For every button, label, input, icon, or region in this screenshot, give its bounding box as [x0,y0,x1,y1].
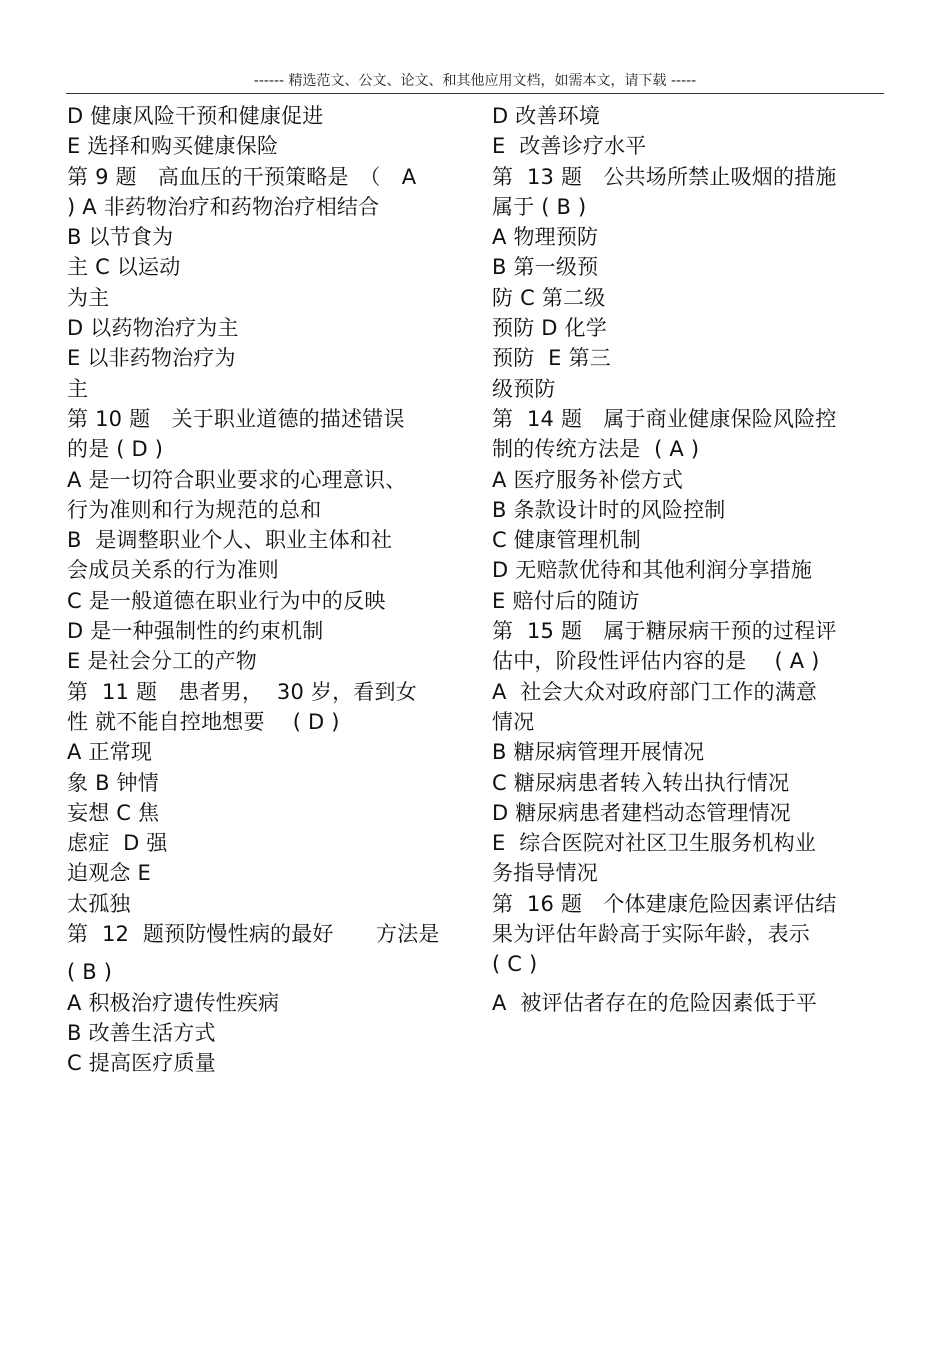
question-13-title: 第 13 题 公共场所禁止吸烟的措施 [492,164,837,189]
text-line: B 以节食为 [67,225,174,250]
text-line: 迫观念 E [67,861,151,886]
text-line: A 医疗服务补偿方式 [492,467,684,492]
left-column [67,101,459,1079]
question-15-title: 第 15 题 属于糖尿病干预的过程评 [492,619,837,644]
text-line: 为主 [67,285,110,310]
text-line: D 以药物治疗为主 [67,316,239,341]
right-column [492,101,872,1018]
page-header-banner: ------ 精选范文、公文、论文、和其他应用文档，如需本文，请下载 ----- [253,73,697,89]
text-line: B 糖尿病管理开展情况 [492,740,705,765]
text-line: E 改善诊疗水平 [492,134,647,159]
text-line: E 综合医院对社区卫生服务机构业 [492,831,817,856]
text-line: E 选择和购买健康保险 [67,134,279,159]
text-line: 情况 [492,709,535,734]
text-line: C 是一般道德在职业行为中的反映 [67,588,386,613]
text-line: A 物理预防 [492,225,599,250]
question-14-title: 第 14 题 属于商业健康保险风险控 [492,406,837,431]
text-line: 预防 D 化学 [492,316,607,341]
text-line: E 以非药物治疗为 [67,346,236,371]
text-line: B 第一级预 [492,255,599,280]
text-line: 属于 ( B ) [492,194,587,219]
question-12-title: 第 12 题预防慢性病的最好 方法是 [67,922,440,947]
text-line: D 糖尿病患者建档动态管理情况 [492,800,791,825]
text-line: 果为评估年龄高于实际年龄，表示 [492,922,810,947]
question-10-title: 第 10 题 关于职业道德的描述错误 [67,406,405,431]
text-line: B 改善生活方式 [67,1020,216,1045]
text-line: C 提高医疗质量 [67,1051,216,1076]
text-line: 务指导情况 [492,861,598,886]
text-line: ( C ) [492,952,538,977]
text-line: E 赔付后的随访 [492,588,640,613]
question-9-title: 第 9 题 高血压的干预策略是 （ A [67,164,417,189]
question-11-title: 第 11 题 患者男， 30 岁，看到女 [67,679,417,704]
text-line: A 积极治疗遗传性疾病 [67,990,280,1015]
text-line: 太孤独 [67,891,131,916]
text-line: B 条款设计时的风险控制 [492,497,726,522]
text-line: 象 B 钟情 [67,770,159,795]
question-16-title: 第 16 题 个体建康危险因素评估结 [492,891,837,916]
text-line: 估中，阶段性评估内容的是 ( A ) [492,649,820,674]
text-line: 妄想 C 焦 [67,800,160,825]
text-line: 防 C 第二级 [492,285,606,310]
text-line: 制的传统方法是 ( A ) [492,437,700,462]
text-line: C 健康管理机制 [492,528,641,553]
text-line: A 被评估者存在的危险因素低于平 [492,990,818,1015]
text-line: D 改善环境 [492,104,601,128]
text-line: B 是调整职业个人、职业主体和社 [67,528,393,553]
text-line: 行为准则和行为规范的总和 [67,497,322,522]
text-line: 虑症 D 强 [67,831,168,856]
text-line: A 正常现 [67,740,153,765]
header-rule [66,93,884,94]
text-line: D 无赔款优待和其他利润分享措施 [492,558,813,583]
text-line: A 是一切符合职业要求的心理意识、 [67,467,407,492]
text-line: 主 [67,376,89,401]
text-line: 预防 E 第三 [492,346,611,371]
text-line: D 是一种强制性的约束机制 [67,619,324,644]
text-line: 的是 ( D ) [67,437,164,462]
text-line: ( B ) [67,960,113,985]
text-line: 会成员关系的行为准则 [67,558,279,583]
text-line: E 是社会分工的产物 [67,649,257,674]
text-line: A 社会大众对政府部门工作的满意 [492,679,818,704]
text-line: D 健康风险干预和健康促进 [67,104,324,128]
text-line: 主 C 以运动 [67,255,181,280]
text-line: 级预防 [492,376,556,401]
text-line: C 糖尿病患者转入转出执行情况 [492,770,790,795]
text-line: ) A 非药物治疗和药物治疗相结合 [67,194,380,219]
text-line: 性 就不能自控地想要 ( D ) [67,709,340,734]
